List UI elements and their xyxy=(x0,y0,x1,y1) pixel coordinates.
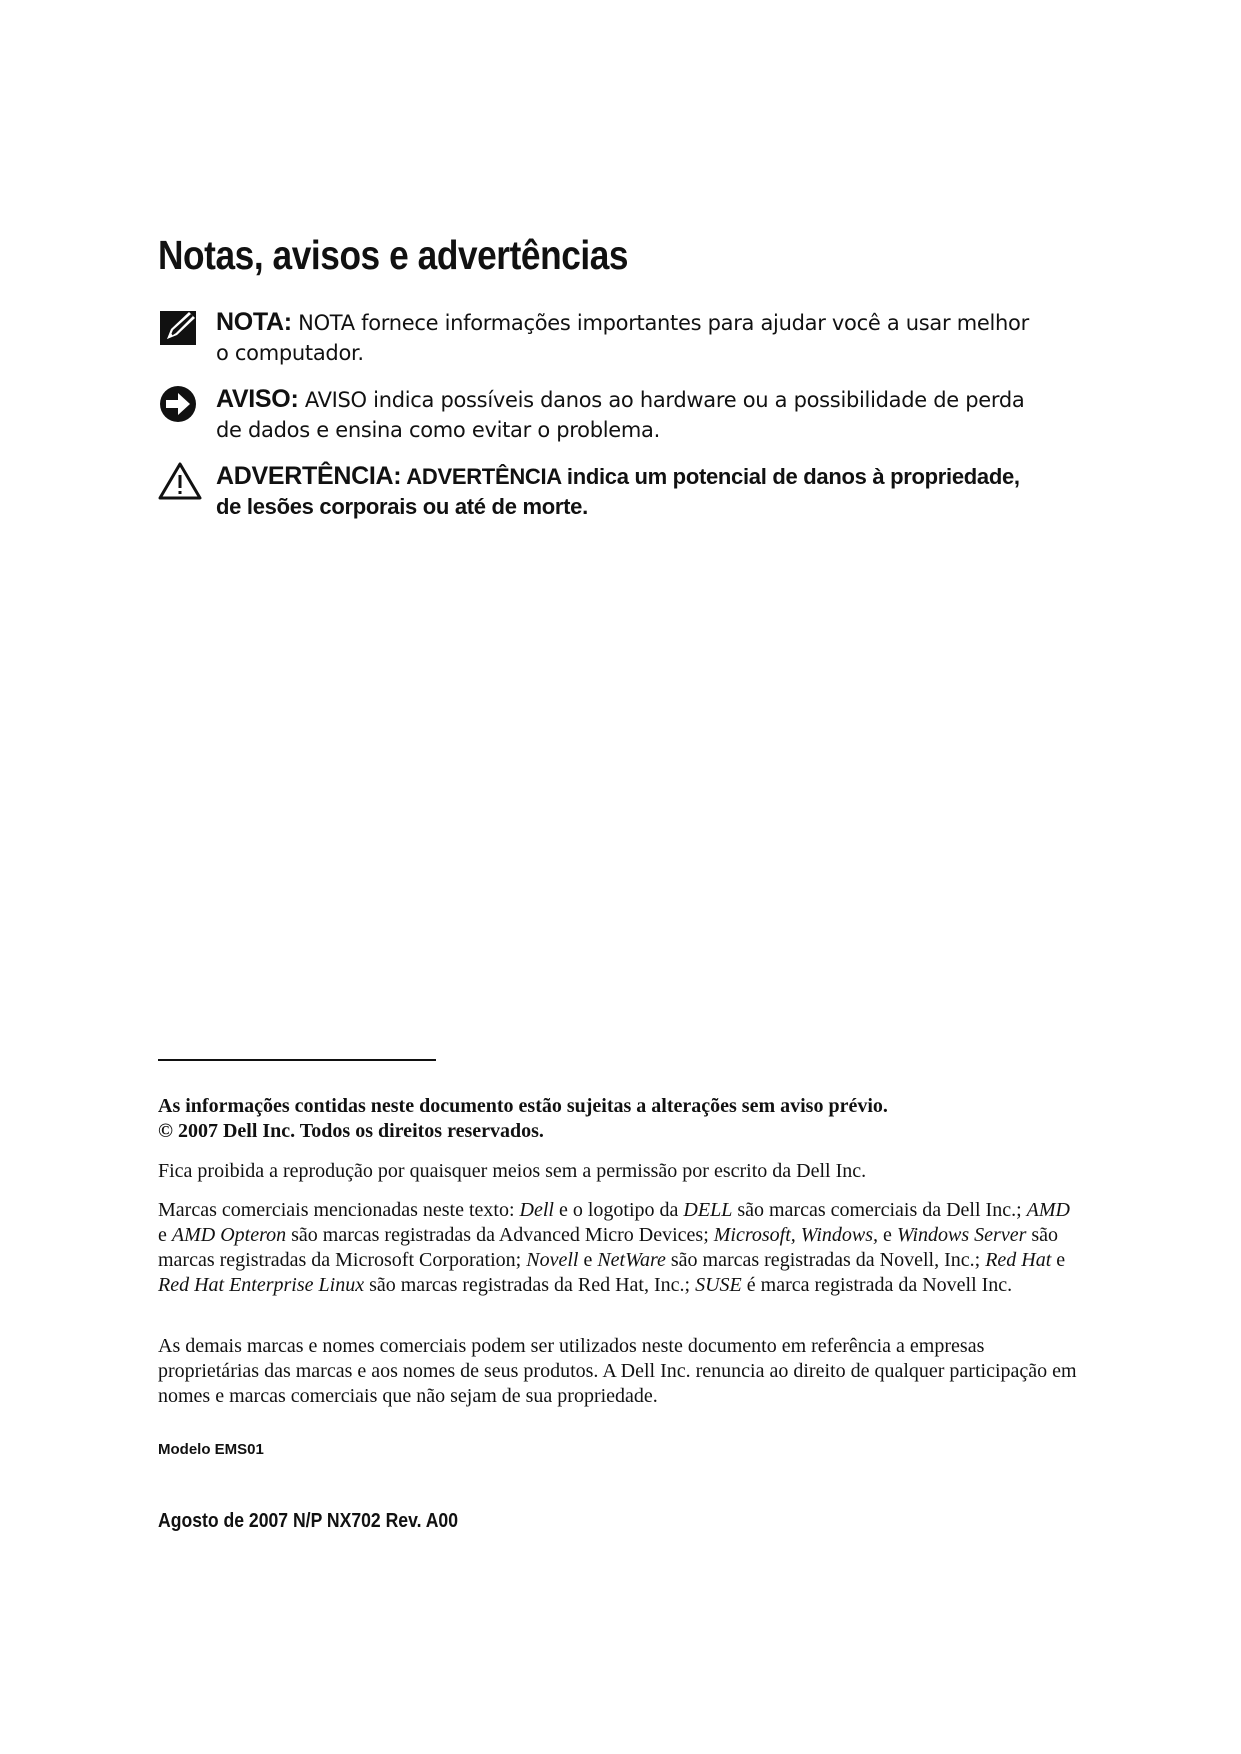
note-pencil-icon xyxy=(158,307,200,349)
tm-text: e o logotipo da xyxy=(553,1199,684,1221)
tm-text: e xyxy=(1051,1249,1066,1271)
tm-text: Marcas comerciais mencionadas neste texto: xyxy=(158,1199,520,1221)
note-text xyxy=(216,307,1056,368)
tm-text: e xyxy=(578,1249,598,1271)
note-notice xyxy=(158,307,1058,369)
notice-block xyxy=(158,384,1058,446)
notice-arrow-icon xyxy=(158,384,200,426)
warning-triangle-icon xyxy=(158,461,200,503)
tm-text: são marcas registradas da Novell, Inc.; xyxy=(665,1249,986,1271)
notice-label: AVISO: xyxy=(216,385,299,413)
tm-redhat: Red Hat xyxy=(985,1249,1052,1271)
note-text-line2: o computador. xyxy=(216,341,364,365)
tm-suse: SUSE xyxy=(695,1274,742,1296)
tm-text: são marcas registradas da Advanced Micro Devices; xyxy=(286,1224,714,1246)
tm-novell: Novell xyxy=(526,1249,579,1271)
notice-text xyxy=(216,384,1056,445)
tm-text: é marca registrada da Novell Inc. xyxy=(741,1274,1013,1296)
warning-text-line2: de lesões corporais ou até de morte. xyxy=(216,494,588,519)
tm-dell: Dell xyxy=(519,1199,554,1221)
model-number: Modelo EMS01 xyxy=(158,1441,264,1458)
warning-notice xyxy=(158,461,1058,523)
legal-disclaimer xyxy=(158,1094,1078,1144)
legal-others: As demais marcas e nomes comerciais podem ser utilizados neste documento em referência a empresas proprietárias das marcas e aos nomes de seus produtos. A Dell Inc. renuncia ao direito de qualquer participação em nomes e marcas comerciais que não sejam de sua propriedade. xyxy=(158,1335,1077,1407)
footnote-rule xyxy=(158,1059,436,1061)
copyright-text: © 2007 Dell Inc. Todos os direitos reservados. xyxy=(158,1120,544,1142)
notice-text-line1: AVISO indica possíveis danos ao hardware ou a possibilidade de perda xyxy=(298,388,1025,412)
revision-info: Agosto de 2007 N/P NX702 Rev. A00 xyxy=(158,1510,458,1532)
legal-trademarks xyxy=(158,1198,1078,1298)
tm-text: são marcas registradas da Microsoft Corporation; xyxy=(158,1224,1059,1271)
tm-amd-opteron: AMD Opteron xyxy=(171,1224,287,1246)
warning-text xyxy=(216,461,1056,522)
tm-text: são marcas registradas da Red Hat, Inc.; xyxy=(364,1274,696,1296)
warning-text-line1: ADVERTÊNCIA indica um potencial de danos à propriedade, xyxy=(401,464,1020,489)
legal-reproduction: Fica proibida a reprodução por quaisquer meios sem a permissão por escrito da Dell Inc. xyxy=(158,1160,867,1182)
tm-windows-server: Windows Server xyxy=(896,1224,1027,1246)
note-label: NOTA: xyxy=(216,308,292,336)
warning-label: ADVERTÊNCIA: xyxy=(216,462,402,490)
disclaimer-text: As informações contidas neste documento estão sujeitas a alterações sem aviso prévio. xyxy=(158,1095,888,1117)
note-text-line1: NOTA fornece informações importantes para ajudar você a usar melhor xyxy=(291,311,1029,335)
tm-text: e xyxy=(878,1224,897,1246)
tm-rhel: Red Hat Enterprise Linux xyxy=(158,1274,365,1296)
tm-dell-logo: DELL xyxy=(683,1199,733,1221)
tm-amd: AMD xyxy=(1026,1199,1070,1221)
tm-text: são marcas comerciais da Dell Inc.; xyxy=(732,1199,1027,1221)
tm-microsoft: Microsoft, Windows, xyxy=(713,1224,879,1246)
tm-text: e xyxy=(158,1224,172,1246)
tm-netware: NetWare xyxy=(597,1249,666,1271)
page-title: Notas, avisos e advertências xyxy=(158,232,629,278)
notice-text-line2: de dados e ensina como evitar o problema. xyxy=(216,418,660,442)
